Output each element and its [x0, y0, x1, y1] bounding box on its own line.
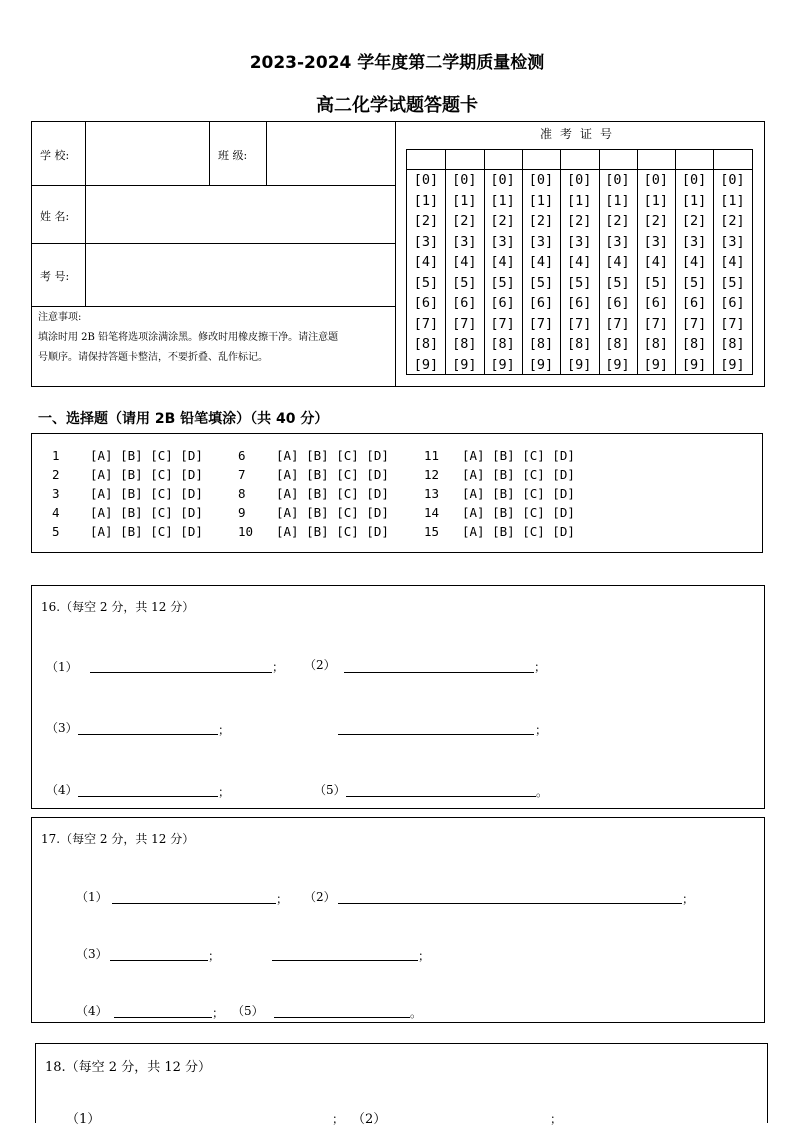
mc-options[interactable]: [A] [B] [C] [D]	[462, 505, 575, 520]
mc-question-number: 13	[424, 486, 440, 501]
ticket-digit-bubble[interactable]: [9]	[566, 356, 592, 373]
exam-no-field[interactable]	[87, 246, 392, 304]
ticket-digit-bubble[interactable]: [5]	[643, 274, 668, 291]
school-label: 学 校:	[40, 149, 70, 162]
ticket-digit-bubble[interactable]: [6]	[413, 295, 439, 311]
mc-options[interactable]: [A] [B] [C] [D]	[462, 524, 575, 539]
ticket-digit-bubble[interactable]: [8]	[490, 336, 515, 352]
ticket-digit-bubble[interactable]: [1]	[720, 192, 745, 209]
ticket-digit-bubble[interactable]: [2]	[413, 213, 439, 229]
mc-question-number: 6	[238, 448, 246, 463]
ticket-digit-bubble[interactable]: [6]	[528, 295, 554, 311]
mc-options[interactable]: [A] [B] [C] [D]	[90, 505, 203, 520]
ticket-digit-bubble[interactable]: [5]	[490, 274, 515, 291]
q17-semi3: ；	[208, 949, 221, 963]
q16-semi4: ；	[218, 785, 231, 799]
q16-part2-label: （2）	[304, 658, 336, 672]
ticket-digit-bubble[interactable]: [3]	[413, 233, 439, 250]
ticket-digit-bubble[interactable]: [0]	[720, 172, 745, 188]
mc-question-number: 3	[52, 486, 60, 501]
mc-question-number: 1	[52, 448, 60, 463]
mc-question-number: 5	[52, 524, 60, 539]
ticket-digit-bubble[interactable]: [9]	[605, 356, 630, 373]
ticket-digit-bubble[interactable]: [5]	[528, 274, 554, 291]
ticket-digit-bubble[interactable]: [0]	[681, 172, 707, 188]
q16-blank4[interactable]	[78, 796, 218, 797]
ticket-column	[714, 170, 751, 375]
q18-semi1: ；	[332, 1112, 345, 1126]
ticket-digit-bubble[interactable]: [7]	[643, 315, 668, 332]
q17-blank4[interactable]	[114, 1017, 212, 1018]
q17-blank1[interactable]	[112, 903, 276, 904]
ticket-digit-bubble[interactable]: [9]	[681, 356, 707, 373]
ticket-digit-bubble[interactable]: [9]	[720, 356, 745, 373]
ticket-digit-bubble[interactable]: [2]	[681, 213, 707, 229]
mc-options[interactable]: [A] [B] [C] [D]	[90, 486, 203, 501]
ticket-digit-bubble[interactable]: [1]	[605, 192, 630, 209]
q16-title: 16.（每空 2 分，共 12 分）	[41, 600, 195, 614]
mc-options[interactable]: [A] [B] [C] [D]	[462, 467, 575, 482]
ticket-digit-bubble[interactable]: [4]	[681, 254, 707, 270]
q16-blank2[interactable]	[344, 672, 534, 673]
ticket-digit-bubble[interactable]: [8]	[566, 336, 592, 352]
q17-blank2[interactable]	[338, 903, 682, 904]
notes-line-1: 填涂时用 2B 铅笔将选项涂满涂黑。修改时用橡皮擦干净。请注意题	[38, 332, 339, 343]
ticket-digit-bubble[interactable]: [3]	[605, 233, 630, 250]
page-title: 2023-2024 学年度第二学期质量检测	[249, 53, 545, 73]
q18-box	[35, 1043, 768, 1127]
mc-question-number: 9	[238, 505, 246, 520]
ticket-digit-bubble[interactable]: [4]	[605, 254, 630, 270]
q17-part2-label: （2）	[304, 890, 336, 904]
ticket-digit-bubble[interactable]: [2]	[566, 213, 592, 229]
q18-part2-label: （2）	[352, 1112, 387, 1127]
q17-title: 17.（每空 2 分，共 12 分）	[41, 832, 195, 846]
mc-options[interactable]: [A] [B] [C] [D]	[462, 448, 575, 463]
q16-blank1[interactable]	[90, 672, 272, 673]
q16-semi1: ；	[272, 660, 285, 674]
q16-period: 。	[536, 785, 549, 799]
q16-part3-label: （3）	[46, 721, 78, 735]
q17-period: 。	[410, 1006, 423, 1020]
ticket-digit-bubble[interactable]: [0]	[452, 172, 477, 188]
mc-question-number: 8	[238, 486, 246, 501]
ticket-digit-bubble[interactable]: [1]	[643, 192, 668, 209]
ticket-digit-bubble[interactable]: [9]	[643, 356, 668, 373]
ticket-digit-bubble[interactable]: [7]	[566, 315, 592, 332]
ticket-digit-bubble[interactable]: [5]	[720, 274, 745, 291]
ticket-digit-bubble[interactable]: [1]	[528, 192, 554, 209]
ticket-digit-bubble[interactable]: [2]	[643, 213, 668, 229]
ticket-digit-bubble[interactable]: [9]	[452, 356, 477, 373]
ticket-digit-bubble[interactable]: [7]	[681, 315, 707, 332]
ticket-digit-bubble[interactable]: [4]	[566, 254, 592, 270]
ticket-digit-bubble[interactable]: [4]	[452, 254, 477, 270]
ticket-digit-bubble[interactable]: [5]	[566, 274, 592, 291]
q16-semi2: ；	[534, 660, 547, 674]
q17-box	[31, 817, 765, 1023]
ticket-digit-bubble[interactable]: [5]	[605, 274, 630, 291]
card-subtitle: 高二化学试题答题卡	[316, 95, 478, 116]
ticket-digit-bubble[interactable]: [6]	[605, 295, 630, 311]
ticket-column	[522, 170, 559, 375]
ticket-column	[561, 170, 598, 375]
q18-semi2: ；	[550, 1112, 563, 1126]
ticket-digit-bubble[interactable]: [3]	[528, 233, 554, 250]
ticket-digit-bubble[interactable]: [5]	[413, 274, 439, 291]
ticket-digit-bubble[interactable]: [1]	[452, 192, 477, 209]
ticket-digit-bubble[interactable]: [8]	[452, 336, 477, 352]
mc-options[interactable]: [A] [B] [C] [D]	[90, 448, 203, 463]
ticket-digit-bubble[interactable]: [2]	[452, 213, 477, 229]
mc-question-number: 12	[424, 467, 440, 482]
mc-question-number: 2	[52, 467, 60, 482]
ticket-column	[676, 170, 713, 375]
q17-part3-label: （3）	[76, 947, 108, 961]
ticket-digit-bubble[interactable]: [3]	[681, 233, 707, 250]
q17-blank3[interactable]	[110, 960, 208, 961]
ticket-digit-bubble[interactable]: [3]	[720, 233, 745, 250]
ticket-digit-bubble[interactable]: [3]	[452, 233, 477, 250]
school-field[interactable]	[87, 124, 207, 182]
mc-options[interactable]: [A] [B] [C] [D]	[276, 524, 389, 539]
mc-question-number: 10	[238, 524, 254, 539]
mc-question-number: 14	[424, 505, 440, 520]
ticket-digit-bubble[interactable]: [1]	[490, 192, 515, 209]
ticket-digit-bubble[interactable]: [3]	[490, 233, 515, 250]
notes	[38, 308, 394, 368]
class-label: 班 级:	[218, 149, 248, 162]
ticket-column	[637, 170, 674, 375]
mc-options[interactable]: [A] [B] [C] [D]	[462, 486, 575, 501]
ticket-digit-bubble[interactable]: [8]	[720, 336, 745, 352]
q16-blank3[interactable]	[78, 734, 218, 735]
ticket-digit-bubble[interactable]: [1]	[413, 192, 439, 209]
ticket-digit-bubble[interactable]: [4]	[528, 254, 554, 270]
mc-options[interactable]: [A] [B] [C] [D]	[276, 467, 389, 482]
ticket-digit-bubble[interactable]: [3]	[643, 233, 668, 250]
q17-blank5[interactable]	[274, 1017, 410, 1018]
ticket-digit-bubble[interactable]: [8]	[528, 336, 554, 352]
name-label: 姓 名:	[40, 210, 70, 223]
ticket-title: 准考证号	[539, 127, 620, 141]
name-field[interactable]	[87, 187, 392, 241]
ticket-digit-bubble[interactable]: [5]	[681, 274, 707, 291]
ticket-column	[599, 170, 636, 375]
ticket-digit-bubble[interactable]: [2]	[720, 213, 745, 229]
q17-part1-label: （1）	[76, 890, 108, 904]
ticket-grid	[406, 149, 753, 375]
ticket-digit-bubble[interactable]: [6]	[452, 295, 477, 311]
ticket-digit-bubble[interactable]: [4]	[413, 254, 439, 270]
ticket-digit-bubble[interactable]: [8]	[643, 336, 668, 352]
q18-part1-label: （1）	[66, 1112, 101, 1127]
mc-options[interactable]: [A] [B] [C] [D]	[276, 448, 389, 463]
q17-part4-label: （4）	[76, 1004, 108, 1018]
ticket-digit-bubble[interactable]: [8]	[605, 336, 630, 352]
mc-question-number: 7	[238, 467, 246, 482]
ticket-digit-bubble[interactable]: [4]	[490, 254, 515, 270]
q16-semi3: ；	[218, 723, 231, 737]
ticket-digit-bubble[interactable]: [0]	[566, 172, 592, 188]
ticket-column	[408, 170, 445, 375]
ticket-digit-bubble[interactable]: [6]	[643, 295, 668, 311]
exam-no-label: 考 号:	[40, 270, 70, 283]
ticket-digit-bubble[interactable]: [9]	[490, 356, 515, 373]
q17-blank3b[interactable]	[272, 960, 418, 961]
ticket-digit-bubble[interactable]: [7]	[413, 315, 439, 332]
mc-question-number: 11	[424, 448, 440, 463]
ticket-digit-bubble[interactable]: [3]	[566, 233, 592, 250]
q18-title: 18.（每空 2 分，共 12 分）	[45, 1060, 212, 1075]
ticket-digit-bubble[interactable]: [7]	[490, 315, 515, 332]
q16-part4-label: （4）	[46, 783, 78, 797]
ticket-digit-bubble[interactable]: [7]	[528, 315, 554, 332]
ticket-digit-bubble[interactable]: [4]	[643, 254, 668, 270]
ticket-digit-bubble[interactable]: [9]	[528, 356, 554, 373]
q17-semi3b: ；	[418, 949, 431, 963]
mc-question-number: 15	[424, 524, 440, 539]
mc-options[interactable]: [A] [B] [C] [D]	[90, 524, 203, 539]
q16-box	[31, 585, 765, 809]
ticket-digit-bubble[interactable]: [0]	[643, 172, 668, 188]
ticket-digit-bubble[interactable]: [8]	[681, 336, 707, 352]
ticket-digit-bubble[interactable]: [6]	[681, 295, 707, 311]
q17-semi1: ；	[276, 892, 289, 906]
mc-question-number: 4	[52, 505, 60, 520]
q17-part5-label: （5）	[232, 1004, 264, 1018]
ticket-digit-bubble[interactable]: [6]	[490, 295, 515, 311]
ticket-digit-bubble[interactable]: [9]	[413, 356, 439, 373]
q17-semi4: ；	[212, 1006, 225, 1020]
ticket-digit-bubble[interactable]: [0]	[413, 172, 439, 188]
ticket-digit-bubble[interactable]: [0]	[528, 172, 554, 188]
q16-part1-label: （1）	[46, 660, 78, 674]
mc-options[interactable]: [A] [B] [C] [D]	[276, 486, 389, 501]
q16-semi3b: ；	[535, 723, 548, 737]
section1-heading: 一、选择题（请用 2B 铅笔填涂）（共 40 分）	[38, 411, 329, 427]
ticket-digit-bubble[interactable]: [0]	[605, 172, 630, 188]
ticket-digit-bubble[interactable]: [2]	[605, 213, 630, 229]
ticket-digit-bubble[interactable]: [7]	[720, 315, 745, 332]
ticket-digit-bubble[interactable]: [6]	[720, 295, 745, 311]
ticket-digit-bubble[interactable]: [6]	[566, 295, 592, 311]
q16-blank3b[interactable]	[338, 734, 534, 735]
ticket-digit-bubble[interactable]: [4]	[720, 254, 745, 270]
ticket-digit-bubble[interactable]: [5]	[452, 274, 477, 291]
mc-box	[31, 433, 763, 553]
ticket-digit-bubble[interactable]: [0]	[490, 172, 515, 188]
ticket-column	[484, 170, 521, 375]
ticket-digit-bubble[interactable]: [1]	[566, 192, 592, 209]
notes-title: 注意事项:	[38, 312, 82, 323]
ticket-digit-bubble[interactable]: [2]	[490, 213, 515, 229]
ticket-digit-bubble[interactable]: [7]	[452, 315, 477, 332]
q17-semi2: ；	[682, 892, 695, 906]
mc-options[interactable]: [A] [B] [C] [D]	[90, 467, 203, 482]
ticket-digit-bubble[interactable]: [1]	[681, 192, 707, 209]
mc-options[interactable]: [A] [B] [C] [D]	[276, 505, 389, 520]
ticket-digit-bubble[interactable]: [7]	[605, 315, 630, 332]
info-box	[31, 121, 765, 387]
q16-blank5[interactable]	[346, 796, 536, 797]
ticket-digit-bubble[interactable]: [8]	[413, 336, 439, 352]
q16-part5-label: （5）	[314, 783, 346, 797]
ticket-digit-bubble[interactable]: [2]	[528, 213, 554, 229]
notes-line-2: 号顺序。请保持答题卡整洁，不要折叠、乱作标记。	[38, 352, 268, 363]
class-field[interactable]	[268, 124, 393, 182]
ticket-column	[446, 170, 483, 375]
